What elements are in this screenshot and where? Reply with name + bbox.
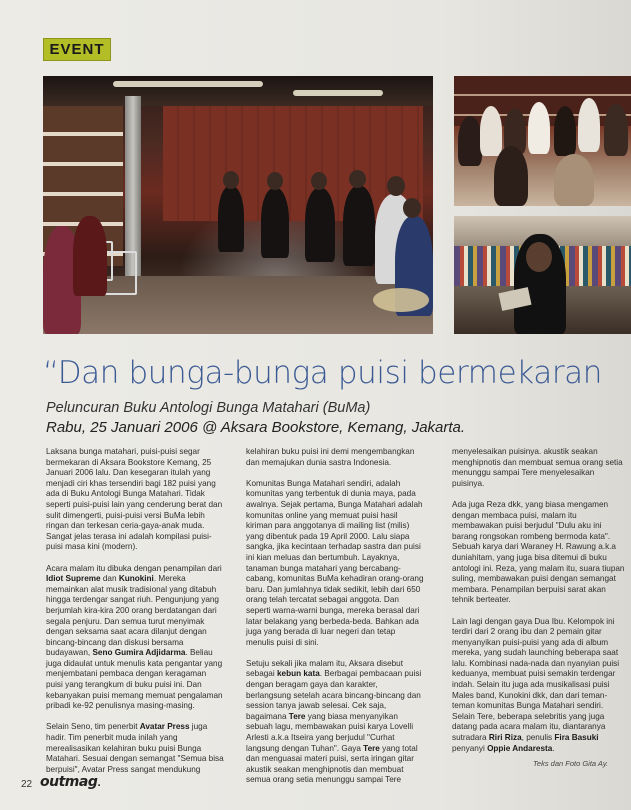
band-name: Kunokini (118, 574, 154, 584)
person-name: Oppie Andaresta (487, 743, 553, 753)
article-subtitle: Peluncuran Buku Antologi Bunga Matahari (BuMa) (46, 400, 371, 416)
person-name: Tere (363, 743, 380, 753)
article-column-3 (452, 447, 628, 765)
article-column-1 (46, 447, 224, 786)
pull-quote-headline: “Dan bunga-bunga puisi bermekaran (43, 355, 603, 391)
photo-credit: Teks dan Foto Gita Ay. (533, 759, 609, 768)
paragraph: Ada juga Reza dkk, yang biasa mengamen dengan membaca puisi, malam itu membawakan puisi berjudul "Dulu aku ini barang rongsokan rombeng bermoda kata". Sebuah karya dari Waraney H. Rawung a.k.a duniahitam, yang juga bisa ditemui di buku antologi ini. Reza, yang malam itu, suara tiupan suling, membawakan puisi dengan semangat membara. Penampilan berpuisi sarat akan tehnik berteater. (452, 499, 625, 605)
article-column-2 (246, 447, 424, 797)
paragraph: Laksana bunga matahari, puisi-puisi segar bermekaran di Aksara Bookstore Kemang, 25 Januari 2006 lalu. Dan kesegaran itulah yang menjadi ciri khas tersendiri bagi 182 puisi yang ada di Buku Antologi Bunga Matahari. Tidak seperti puisi-puisi lain yang cenderung berat dan sulit dimengerti, puisi-puisi versi BuMa lebih ringan dan terkesan ceria-gaya-anak muda. Sangat jelas terasa ini adalah kompilasi puisi-puisi masa kini (modern). (46, 447, 223, 552)
event-photo-main (43, 76, 433, 334)
band-name: Idiot Supreme (46, 574, 101, 584)
publisher-name: Avatar Press (139, 722, 190, 732)
person-name: Riri Riza (488, 733, 522, 743)
paragraph: kelahiran buku puisi ini demi mengembangkan dan memajukan dunia sastra Indonesia. (246, 447, 415, 467)
paragraph: Acara malam itu dibuka dengan penampilan dari Idiot Supreme dan Kunokini. Mereka memainkan alat musik tradisional yang ditabuh hingga terdengar sangat riuh. Pengunjung yang berjumlah kira-kira 200 orang berdatangan dari segala penjuru. Dan semua turut menyimak dengan seksama saat acara dilanjut dengan bincang-bincang dan diskusi bersama budayawan, Seno Gumira Adjidarma. Beliau juga didaulat untuk menulis kata pengantar yang menjembatani pembaca dengan keragaman puisi yang terangkum di buku puisi ini. Dan kebanyakan puisi memang memuat pengalaman pribadi ke-92 penulisnya masing-masing. (46, 563, 223, 711)
magazine-logo: outmag. (40, 774, 101, 790)
person-name: Fira Basuki (554, 733, 599, 743)
section-tag: EVENT (43, 38, 111, 61)
paragraph: Selain Seno, tim penerbit Avatar Press juga hadir. Tim penerbit muda inilah yang merealisasikan kelahiran buku puisi Bunga Matahari. Sesuai dengan semangat "Semua bisa berpuisi", Avatar Press sangat mendukung (46, 722, 224, 774)
article-dateline: Rabu, 25 Januari 2006 @ Aksara Bookstore, Kemang, Jakarta. (46, 419, 466, 436)
event-photo-reader (454, 216, 631, 334)
person-name: Seno Gumira Adjidarma (92, 648, 186, 658)
paragraph: Setuju sekali jika malam itu, Aksara disebut sebagai kebun kata. Berbagai pembacaan puisi dengan beragam gaya dan karakter, berlangsung setelah acara bincang-bincang dan session tanya jawab selesai. Cek saja, bagaimana Tere yang biasa menyanyikan sebuah lagu, membawakan puisi karya Lovelli Arlesti a.k.a Itseira yang berjudul "Curhat langsung dengan Tuhan". Gaya Tere yang total dan menguasai materi puisi, serta iringan gitar akustik seakan menghipnotis dan membuat semua orang setia menunggu sampai Tere (246, 658, 422, 785)
person-name: Tere (288, 711, 306, 721)
paragraph: Lain lagi dengan gaya Dua Ibu. Kelompok ini terdiri dari 2 orang ibu dan 2 pemain gitar menyanyikan puisi-puisi yang ada di album mereka, yang sudah launching beberapa saat lalu. Kombinasi nada-nada dan nyanyian puisi keduanya, membuat puisi semakin terdengar indah. Selain itu juga ada musikalisasi puisi Males band, Kunokini dkk, dan dari teman-teman komunitas Bunga Matahari sendiri. Selain Tere, beberapa selebritis yang juga datang pada acara malam itu, diantaranya sutradara Riri Riza, penulis Fira Basuki penyanyi Oppie Andaresta. (452, 616, 620, 753)
page-number: 22 (21, 779, 33, 790)
paragraph: Komunitas Bunga Matahari sendiri, adalah komunitas yang terbentuk di dunia maya, pada awalnya. Sejak pertama, Bunga Matahari adalah komunitas online yang memuat puisi hasil kiriman para anggotanya di mailing list (milis) yang dibentuk pada 19 April 2000. Lalu siapa sangka, jika kecintaan terhadap sastra dan puisi ini kian meluas dan bertumbuh. Layaknya, tanaman bunga matahari yang bercabang-cabang, komunitas BuMa kehadiran orang-orang baru. Dan jumlahnya tidak sedikit, lebih dari 650 orang telah tercatat sebagai anggota. Dan seperti warna-warni bunga, mereka berasal dari latar belakang yang berbeda-beda. Bahkan ada juga yang berada di luar negeri dan tetap menulis puisi di sini. (246, 478, 424, 647)
paragraph: menyelesaikan puisinya. akustik seakan menghipnotis dan membuat semua orang setia menunggu sampai Tere menyelesaikan puisinya. (452, 447, 623, 488)
highlight-term: kebun kata (276, 669, 320, 679)
event-photo-audience (454, 76, 631, 206)
